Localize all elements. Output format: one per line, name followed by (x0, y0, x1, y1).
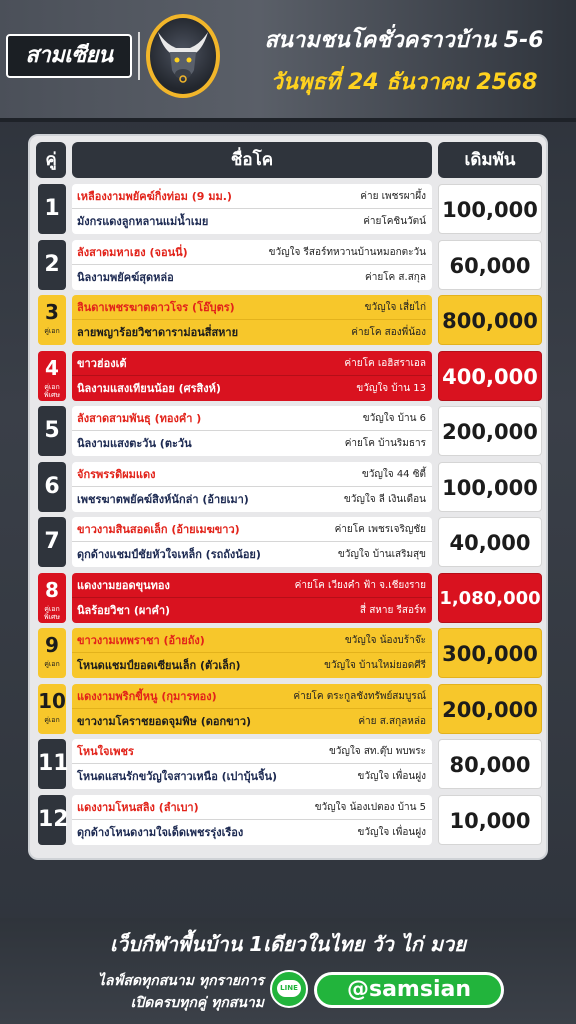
bull-two-name: โหนดแสนรักขวัญใจสาวเหนือ (เปาบุ้นจิ้น) (77, 770, 278, 783)
pair-number-text: 6 (44, 473, 60, 499)
bull-one (72, 184, 432, 209)
page-title: สนามชนโคชั่วคราวบ้าน 5-6 (264, 28, 544, 53)
line-icon-label: LINE (277, 980, 301, 997)
bull-two-camp: ค่ายโคชินวัตน์ (363, 216, 426, 227)
table-row (38, 184, 542, 234)
bull-one-name: ขาวงามสินสอดเล็ก (อ้ายเมฆขาว) (77, 523, 240, 536)
match-table (28, 134, 548, 860)
bull-one-name: แดงงามโหนสลิง (ลำเบา) (77, 800, 199, 814)
bull-one (72, 795, 432, 820)
bull-two-camp: ค่าย ส.สกุลหล่อ (358, 715, 426, 727)
bull-one (72, 517, 432, 542)
bull-two-camp: ขวัญใจ เพื่อนฝูง (357, 826, 426, 838)
column-header-pair: คู่ (36, 142, 66, 178)
bet-amount: 400,000 (438, 351, 542, 401)
table-row (38, 795, 542, 845)
table-row (38, 739, 542, 789)
bull-one-camp: ขวัญใจ สท.ตุ๊บ พบพระ (328, 746, 426, 757)
bull-two-name: นิลงามแสงเทียนน้อย (ศรสิงห์) (77, 381, 221, 395)
bet-amount: 800,000 (438, 295, 542, 345)
bull-two-camp: ขวัญใจ ลี เงินเดือน (343, 493, 426, 505)
pair-number-text: 1 (44, 196, 60, 221)
bull-names (72, 295, 432, 345)
bull-names (72, 573, 432, 623)
table-row (38, 240, 542, 290)
bull-two-camp: ขวัญใจ เพื่อนฝูง (357, 771, 426, 782)
bull-two-camp: ค่ายโค บ้านริมธาร (344, 438, 426, 449)
table-row (38, 684, 542, 734)
bull-one-camp: ขวัญใจ บ้าน 6 (362, 413, 426, 424)
bull-one (72, 406, 432, 431)
bet-amount: 100,000 (438, 184, 542, 234)
bull-two (72, 265, 432, 290)
bull-one (72, 240, 432, 265)
pair-number-text: 5 (44, 418, 60, 443)
bull-two (72, 764, 432, 789)
bull-names (72, 184, 432, 234)
bull-one-camp: ขวัญใจ เสี่ยไก่ (364, 302, 426, 313)
pair-number-text: 12 (38, 806, 69, 832)
bull-two (72, 209, 432, 234)
bet-amount: 40,000 (438, 517, 542, 567)
bull-one (72, 462, 432, 487)
footer-line-1: ไลฟ์สดทุกสนาม ทุกรายการ (97, 973, 264, 989)
pair-number-text: 11 (38, 751, 69, 776)
bull-one-name: ลังสาดสามพันธุ (ทองคำ ) (77, 412, 202, 425)
bull-two-name: ลายพญาร้อยวิชาดาราม่อนสี่สหาย (77, 326, 239, 339)
pair-number (38, 739, 69, 789)
pair-number (38, 406, 66, 456)
pair-number-text: 4 (45, 355, 59, 380)
bull-one (72, 739, 432, 764)
bull-two (72, 598, 432, 623)
pair-tag: คู่เอก (44, 715, 60, 724)
pair-number-text: 8 (45, 577, 59, 602)
bull-two (72, 653, 432, 678)
pair-number-text: 10 (38, 688, 66, 713)
bull-one-camp: ค่ายโค ตระกูลชังทรัพย์สมบูรณ์ (293, 690, 426, 702)
table-row (38, 628, 542, 678)
pair-number (38, 628, 66, 678)
pair-number (38, 573, 66, 623)
bull-one (72, 295, 432, 320)
bull-one-name: ขาวงามเทพราชา (อ้ายถัง) (77, 634, 205, 647)
bull-two-name: ดุกด้างโหนดงามใจเด็ดเพชรรุ่งเรือง (77, 825, 244, 839)
bull-two (72, 709, 432, 734)
pair-tag: คู่เอก พิเศษ (43, 382, 61, 399)
bull-two-camp: ขวัญใจ บ้าน 13 (356, 382, 426, 394)
bull-one-camp: ขวัญใจ 44 ซิตี้ (361, 468, 426, 480)
bet-amount: 200,000 (438, 406, 542, 456)
pair-number (38, 240, 66, 290)
table-row (38, 517, 542, 567)
bull-names (72, 462, 432, 512)
bull-one-camp: ค่ายโค เพชรเจริญชัย (334, 524, 426, 535)
bull-two-name: นิลร้อยวิชา (ผาคำ) (77, 603, 171, 617)
bull-names (72, 684, 432, 734)
column-header-bet: เดิมพัน (438, 142, 542, 178)
brand-divider (138, 32, 140, 80)
bull-one-name: แดงงามพริกขี้หนู (กุมารทอง) (77, 689, 217, 703)
bet-amount: 1,080,000 (438, 573, 542, 623)
pair-number (38, 517, 66, 567)
header (0, 0, 576, 122)
pair-tag: คู่เอก (44, 327, 60, 335)
pair-number (38, 351, 66, 401)
bull-two-camp: ค่ายโค ส.สกุล (365, 271, 426, 283)
line-app-icon[interactable] (270, 970, 308, 1008)
pair-number (38, 295, 66, 345)
bull-two-name: นิลงามแสงตะวัน (ตะวัน (77, 437, 192, 450)
column-header-names: ชื่อโค (72, 142, 432, 178)
pair-number-text: 7 (44, 529, 60, 554)
footer-slogan: เว็บกีฬาพื้นบ้าน 1เดียวในไทย วัว ไก่ มวย (110, 932, 466, 956)
bull-one-camp: ค่ายโค เวียงคำ ฟ้า จ.เชียงราย (294, 579, 426, 591)
bull-names (72, 406, 432, 456)
bull-one-name: เหลืองงามพยัคฆ์กิ่งท่อม (9 มม.) (77, 190, 232, 203)
table-row (38, 406, 542, 456)
pair-number-text: 2 (44, 251, 60, 277)
bull-one-name: แดงงามยอดขุนทอง (77, 578, 170, 592)
bet-amount: 300,000 (438, 628, 542, 678)
table-row (38, 462, 542, 512)
bull-two-name: นิลงามพยัคฆ์สุดหล่อ (77, 270, 174, 284)
bull-two (72, 487, 432, 512)
bull-one-camp: ขวัญใจ รีสอร์ทหวานบ้านหมอกตะวัน (268, 246, 426, 258)
footer-line-2: เปิดครบทุกคู่ ทุกสนาม (130, 995, 264, 1011)
pair-number (38, 184, 66, 234)
bet-amount: 10,000 (438, 795, 542, 845)
bull-one-name: ลินดาเพชรฆาตดาวโจร (โอ๊บุตร) (77, 301, 235, 314)
bull-names (72, 351, 432, 401)
bull-two-camp: ค่ายโค สองพี่น้อง (351, 327, 426, 338)
bull-two-camp: ขวัญใจ บ้านใหม่ยอดศีรี (324, 660, 426, 671)
pair-tag: คู่เอก (44, 660, 60, 668)
line-handle-button[interactable]: @samsian (314, 972, 504, 1008)
bull-two (72, 820, 432, 845)
footer (0, 918, 576, 1024)
bull-two-name: มังกรแดงลูกหลานแม่น้ำเมย (77, 215, 209, 228)
bull-two-camp: ขวัญใจ บ้านเสริมสุข (337, 549, 426, 560)
bet-amount: 80,000 (438, 739, 542, 789)
bull-one-camp: ค่าย เพชรผาผึ้ง (360, 191, 426, 202)
table-row (38, 351, 542, 401)
bull-names (72, 628, 432, 678)
bet-amount: 60,000 (438, 240, 542, 290)
bull-one-camp: ขวัญใจ น้องบร้าจ๊ะ (344, 635, 426, 646)
bull-one-name: โหนใจเพชร (77, 745, 134, 758)
bull-two-name: ขาวงามโคราชยอดจุมพิษ (ดอกขาว) (77, 714, 252, 728)
bull-one-camp: ค่ายโค เอฮิสราเอล (344, 357, 426, 369)
bull-two (72, 376, 432, 401)
bull-one (72, 628, 432, 653)
bull-one (72, 684, 432, 709)
bull-logo-icon (146, 14, 220, 98)
bet-amount: 100,000 (438, 462, 542, 512)
bull-two-camp: สี่ สหาย รีสอร์ท (359, 604, 426, 616)
table-row (38, 573, 542, 623)
bull-two (72, 320, 432, 345)
pair-number-text: 9 (45, 633, 59, 657)
pair-number (38, 684, 66, 734)
bull-names (72, 517, 432, 567)
bull-one-name: จักรพรรดิผมแดง (77, 467, 156, 481)
bull-two (72, 542, 432, 567)
pair-number (38, 462, 66, 512)
brand-logo: สามเซียน (6, 34, 132, 78)
bull-one (72, 351, 432, 376)
bull-two-name: โหนดแชมป์ยอดเซียนเล็ก (ตัวเล็ก) (77, 659, 241, 672)
bull-one-name: ลังสาดมหาเฮง (จอนนี่) (77, 245, 188, 259)
bull-names (72, 795, 432, 845)
bet-amount: 200,000 (438, 684, 542, 734)
bull-one (72, 573, 432, 598)
event-date: วันพุธที่ 24 ธันวาคม 2568 (270, 70, 538, 95)
bull-one-name: ขาวฮ่องเต้ (77, 356, 127, 370)
pair-number-text: 3 (45, 300, 59, 324)
pair-number (38, 795, 69, 845)
bull-names (72, 240, 432, 290)
pair-tag: คู่เอก พิเศษ (43, 604, 61, 621)
bull-two-name: ดุกด้างแชมป์ชัยหัวใจเหล็ก (รถถังน้อย) (77, 548, 261, 561)
bull-two (72, 431, 432, 456)
table-row (38, 295, 542, 345)
bull-two-name: เพชรฆาตพยัคฆ์สิงห์นักล่า (อ้ายเมา) (77, 492, 249, 506)
bull-one-camp: ขวัญใจ น้องเปตอง บ้าน 5 (314, 801, 426, 813)
bull-names (72, 739, 432, 789)
